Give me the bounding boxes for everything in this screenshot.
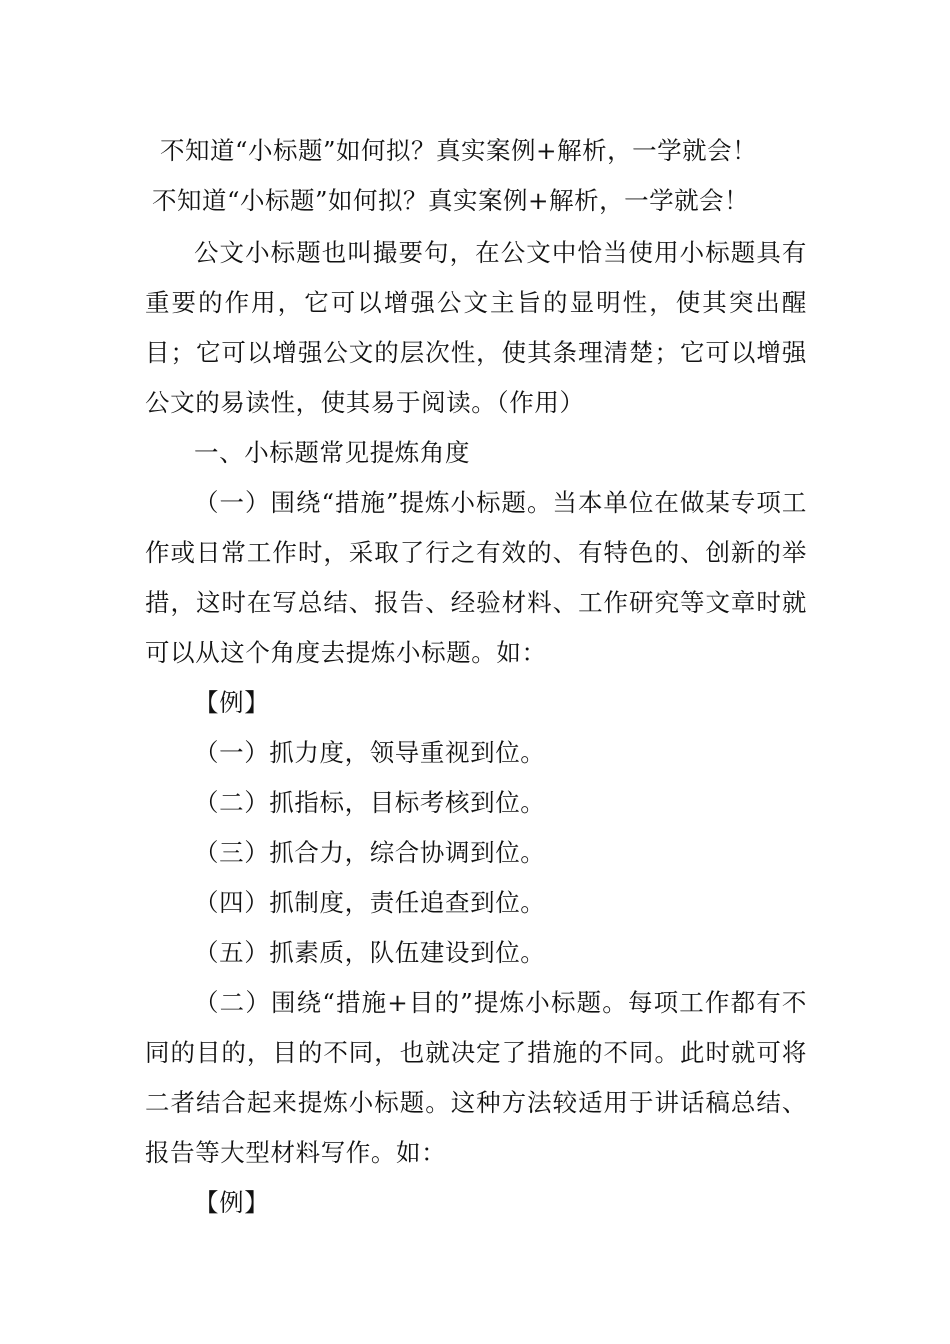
- section-heading: 一、小标题常见提炼角度: [194, 438, 471, 467]
- example-item: （一）抓力度，领导重视到位。: [194, 738, 546, 767]
- example-item: （三）抓合力，综合协调到位。: [194, 838, 546, 867]
- example-label: 【例】: [194, 1188, 270, 1217]
- example-label: 【例】: [194, 688, 270, 717]
- document-title: 不知道“小标题”如何拟？真实案例+解析，一学就会！: [160, 136, 758, 165]
- intro-paragraph: 公文小标题也叫撮要句，在公文中恰当使用小标题具有重要的作用，它可以增强公文主旨的显明性，使其突出醒目；它可以增强公文的层次性，使其条理清楚；它可以增强公文的易读性，使其易于阅读。（作用）: [145, 238, 807, 417]
- example-item: （二）抓指标，目标考核到位。: [194, 788, 546, 817]
- subsection-paragraph: （一）围绕“措施”提炼小标题。当本单位在做某专项工作或日常工作时，采取了行之有效的、有特色的、创新的举措，这时在写总结、报告、经验材料、工作研究等文章时就可以从这个角度去提炼小标题。如：: [145, 488, 807, 667]
- subsection-paragraph: （二）围绕“措施+目的”提炼小标题。每项工作都有不同的目的，目的不同，也就决定了措施的不同。此时就可将二者结合起来提炼小标题。这种方法较适用于讲话稿总结、报告等大型材料写作。如：: [145, 988, 807, 1167]
- example-item: （四）抓制度，责任追查到位。: [194, 888, 546, 917]
- document-body: [145, 228, 807, 1228]
- document-title-repeat: 不知道“小标题”如何拟？真实案例+解析，一学就会！: [152, 186, 750, 215]
- example-item: （五）抓素质，队伍建设到位。: [194, 938, 546, 967]
